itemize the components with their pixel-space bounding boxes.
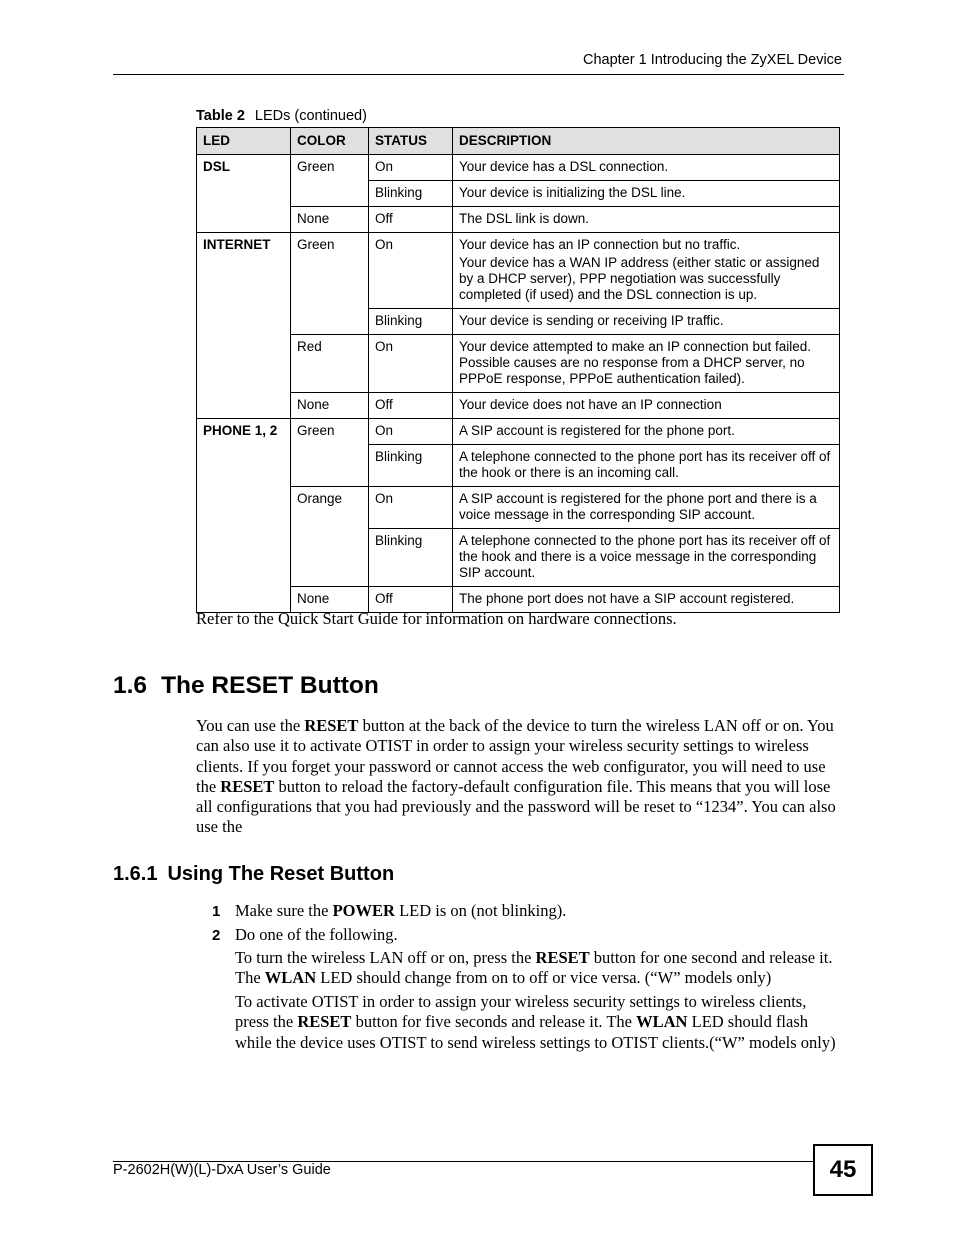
table-row [197,207,840,233]
bold-term: RESET [535,948,590,967]
paragraph-text: To turn the wireless LAN off or on, press the [235,948,536,967]
status-cell: Blinking [369,181,453,207]
subsection-number: 1.6.1 [113,863,158,885]
description-text: Your device attempted to make an IP connection but failed. Possible causes are no response from a DHCP server, no PPPoE response, PPPoE authentication failed). [459,339,811,386]
paragraph-text: button to reload the factory-default configuration file. This means that you will lose all configurations that you had previously and the password will be reset to “1234”. You can also use the [196,776,836,837]
hardware-note: Refer to the Quick Start Guide for information on hardware connections. [196,609,677,628]
bold-term: WLAN [636,1012,688,1032]
header-rule [113,74,844,75]
paragraph-text: button at the back of the device to turn the wireless LAN off or on. You can also use it to activate OTIST in order to assign your wireless security settings to wireless clients. If you forget your password or cannot access the web configurator, you will need to use the [196,716,834,796]
paragraph-text: button for one second and release it. The [235,948,833,988]
led-name-cell: DSL [197,155,291,233]
column-header: LED [197,128,291,155]
color-cell: None [291,393,369,419]
status-cell: Blinking [369,309,453,335]
step-1 [196,901,842,921]
color-cell: None [291,207,369,233]
bold-term: RESET [297,1012,352,1032]
status-cell: Blinking [369,529,453,587]
led-name-cell: INTERNET [197,233,291,419]
table-caption-label: Table 2 [196,108,245,124]
bold-term: RESET [304,716,359,735]
status-cell: On [369,419,453,445]
paragraph-text: button for five seconds and release it. The [351,1012,637,1032]
description-cell [453,487,840,529]
step-text [235,901,842,921]
running-header: Chapter 1 Introducing the ZyXEL Device [583,52,842,68]
table-row [197,419,840,445]
description-cell [453,419,840,445]
description-cell [453,529,840,587]
color-cell: Green [291,419,369,487]
step-number: 2 [212,927,221,944]
status-cell: Off [369,587,453,613]
color-cell: Red [291,335,369,393]
description-text: Your device does not have an IP connection [459,397,722,412]
status-cell: Off [369,393,453,419]
description-text: A telephone connected to the phone port has its receiver off of the hook and there is a voice message in the corresponding SIP account. [459,533,831,580]
step-text-part: LED is on (not blinking). [394,901,567,920]
bold-term: RESET [220,776,275,796]
color-cell: None [291,587,369,613]
status-cell: On [369,233,453,309]
table-row [197,335,840,393]
color-cell: Orange [291,487,369,587]
step-number: 1 [212,903,221,920]
description-cell [453,445,840,487]
footer-guide-title: P-2602H(W)(L)-DxA User’s Guide [113,1162,331,1178]
color-cell: Green [291,155,369,207]
status-cell: On [369,487,453,529]
column-header: STATUS [369,128,453,155]
description-text: A SIP account is registered for the phone port and there is a voice message in the corresponding SIP account. [459,491,817,522]
led-table [196,127,840,613]
status-cell: On [369,335,453,393]
description-text: Your device is initializing the DSL line. [459,185,686,200]
color-cell: Green [291,233,369,335]
paragraph-text: To activate OTIST in order to assign your wireless security settings to wireless clients, press the [235,992,807,1032]
section-paragraph [196,716,842,838]
table-row [197,487,840,529]
subsection-heading [113,863,394,886]
table-header-row [197,128,840,155]
description-text: The DSL link is down. [459,211,590,226]
step-text: Do one of the following. [235,925,398,944]
column-header: DESCRIPTION [453,128,840,155]
step-2-option-otist [235,992,842,1053]
table-caption [196,108,367,124]
step-text-part: Make sure the [235,901,333,920]
description-cell [453,335,840,393]
led-name-cell: PHONE 1, 2 [197,419,291,613]
bold-term: POWER [332,901,395,920]
description-text: Your device has an IP connection but no traffic. [459,237,741,252]
section-title: The RESET Button [161,672,379,699]
status-cell: Blinking [369,445,453,487]
description-cell [453,155,840,181]
description-cell [453,393,840,419]
page-number: 45 [813,1144,873,1196]
status-cell: Off [369,207,453,233]
paragraph-text: LED should change from on to off or vice versa. (“W” models only) [316,968,772,988]
table-row [197,393,840,419]
paragraph-text: You can use the [196,716,305,735]
description-text: Your device has a DSL connection. [459,159,669,174]
description-text: A SIP account is registered for the phone port. [459,423,735,438]
table-row [197,155,840,181]
step-2-option-wlan [235,948,842,989]
description-cell [453,207,840,233]
status-cell: On [369,155,453,181]
description-text: Your device has a WAN IP address (either static or assigned by a DHCP server), PPP negotiation was successfully completed (if used) and the DSL connection is up. [459,255,820,302]
column-header: COLOR [291,128,369,155]
description-text: Your device is sending or receiving IP traffic. [459,313,724,328]
description-cell [453,233,840,309]
section-heading [113,672,379,700]
table-row [197,233,840,309]
paragraph-text: LED should flash while the device uses OTIST to send wireless settings to OTIST clients.(“W” models only) [235,1012,836,1052]
description-text: A telephone connected to the phone port has its receiver off of the hook or there is an incoming call. [459,449,831,480]
description-cell [453,309,840,335]
table-caption-text: LEDs (continued) [254,108,367,124]
subsection-title: Using The Reset Button [167,863,395,885]
section-number: 1.6 [113,672,148,699]
step-2 [196,925,842,945]
bold-term: WLAN [264,968,317,988]
description-text: The phone port does not have a SIP account registered. [459,591,795,606]
description-cell [453,181,840,207]
